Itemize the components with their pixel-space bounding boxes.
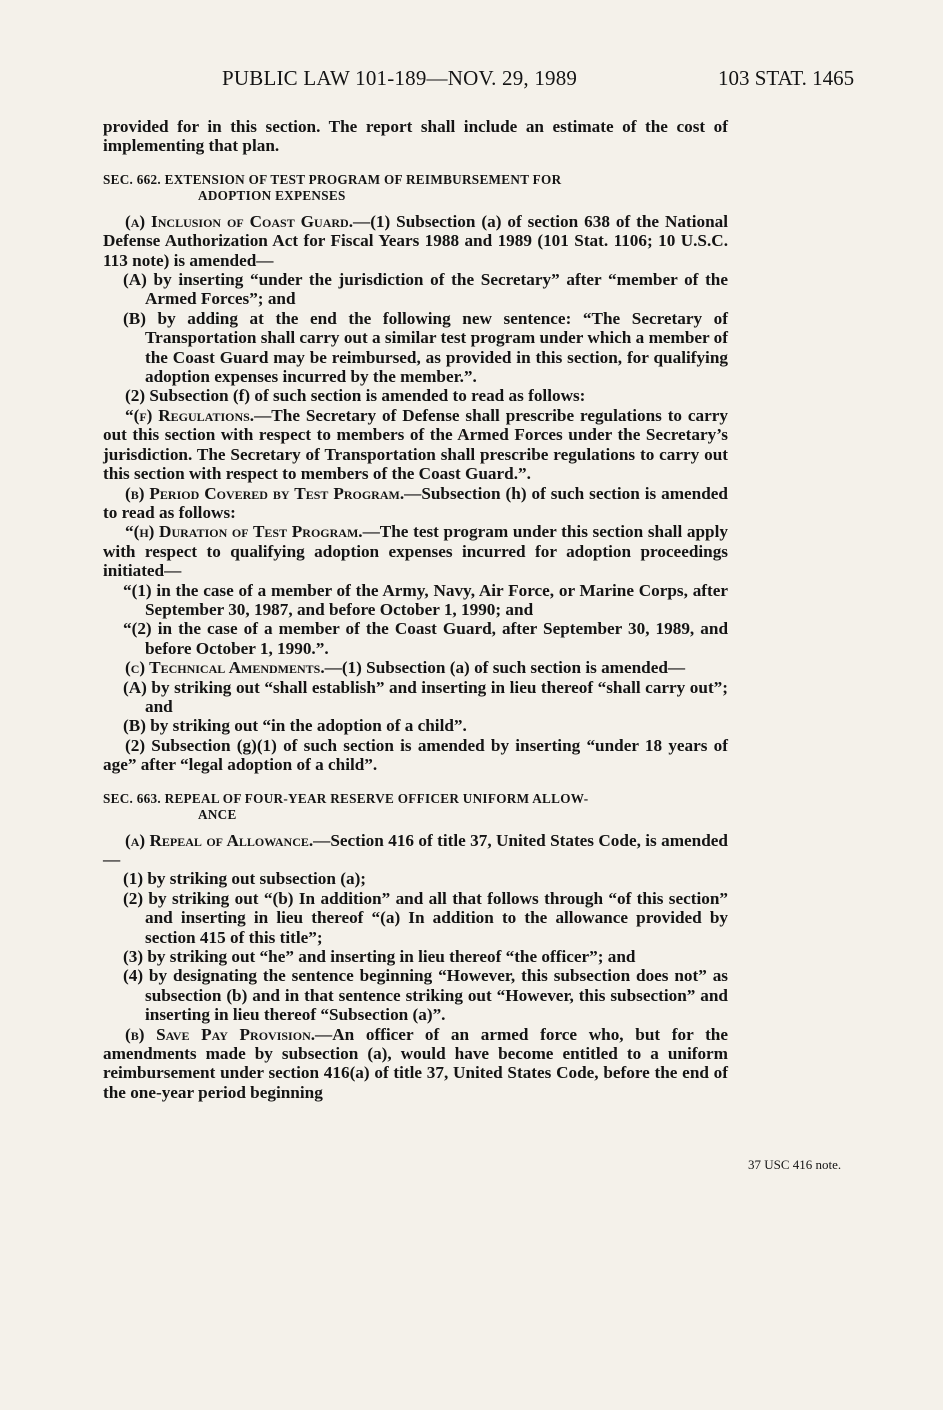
paragraph: (b) Period Covered by Test Program.—Subsection (h) of such section is amended to read as follows: — [103, 483, 728, 522]
list-item: “(1) in the case of a member of the Army, Navy, Air Force, or Marine Corps, after September 30, 1987, and before October 1, 1990; and — [123, 580, 728, 619]
list-item: (3) by striking out “he” and inserting in lieu thereof “the officer”; and — [123, 947, 636, 967]
paragraph: (a) Inclusion of Coast Guard.—(1) Subsection (a) of section 638 of the National Defense Authorization Act for Fiscal Years 1988 and 1989 (101 Stat. 1106; 10 U.S.C. 113 note) is amended— — [103, 211, 729, 270]
paragraph: “(f) Regulations.—The Secretary of Defense shall prescribe regulations to carry out this section with respect to members of the Armed Forces under the Secretary’s jurisdiction. The Secretary of Transportation shall prescribe regulations to carry out this section with respect to members of the Coast Guard.”. — [103, 405, 728, 484]
list-item: (A) by inserting “under the jurisdiction of the Secretary” after “member of the Armed Forces”; and — [123, 270, 728, 309]
list-item: (B) by adding at the end the following new sentence: “The Secretary of Transportation shall carry out a similar test program under which a member of the Coast Guard may be reimbursed, as provided in this section, for qualifying adoption expenses incurred by the member.”. — [123, 308, 728, 387]
paragraph: provided for in this section. The report shall include an estimate of the cost of implementing that plan. — [103, 117, 728, 156]
list-item: (B) by striking out “in the adoption of a child”. — [123, 716, 467, 736]
stat-page-number: 103 STAT. 1465 — [718, 66, 855, 90]
paragraph: (2) Subsection (g)(1) of such section is amended by inserting “under 18 years of age” after “legal adoption of a child”. — [103, 735, 728, 775]
paragraph: (c) Technical Amendments.—(1) Subsection (a) of such section is amended— — [125, 658, 686, 678]
paragraph: “(h) Duration of Test Program.—The test program under this section shall apply with respect to qualifying adoption expenses incurred for adoption proceedings initiated— — [103, 522, 728, 581]
list-item: (1) by striking out subsection (a); — [123, 869, 367, 889]
running-title: PUBLIC LAW 101-189—NOV. 29, 1989 — [222, 66, 578, 90]
body-text — [103, 117, 728, 1102]
paragraph: (a) Repeal of Allowance.—Section 416 of title 37, United States Code, is amended— — [103, 830, 728, 869]
list-item: (2) by striking out “(b) In addition” and all that follows through “of this section” and inserting in lieu thereof “(a) In addition to the allowance provided by section 415 of this title”; — [123, 888, 728, 947]
list-item: (4) by designating the sentence beginning “However, this subsection does not” as subsection (b) and in that sentence striking out “However, this subsection” and inserting in lieu thereof “Subsection (a)”. — [123, 966, 728, 1025]
list-item: “(2) in the case of a member of the Coast Guard, after September 30, 1989, and before October 1, 1990.”. — [123, 619, 728, 658]
paragraph: (b) Save Pay Provision.—An officer of an armed force who, but for the amendments made by subsection (a), would have become entitled to a uniform reimbursement under section 416(a) of title 37, United States Code, before the end of the one-year period beginning — [103, 1024, 728, 1102]
list-item: (A) by striking out “shall establish” and inserting in lieu thereof “shall carry out”; and — [123, 677, 728, 716]
paragraph: (2) Subsection (f) of such section is amended to read as follows: — [125, 386, 586, 406]
margin-note: 37 USC 416 note. — [748, 1157, 842, 1172]
page-header — [0, 66, 943, 100]
section-heading-663: SEC. 663. REPEAL OF FOUR-YEAR RESERVE OFFICER UNIFORM ALLOW- ANCE — [103, 790, 589, 822]
section-heading-662: SEC. 662. EXTENSION OF TEST PROGRAM OF REIMBURSEMENT FOR ADOPTION EXPENSES — [103, 171, 562, 203]
